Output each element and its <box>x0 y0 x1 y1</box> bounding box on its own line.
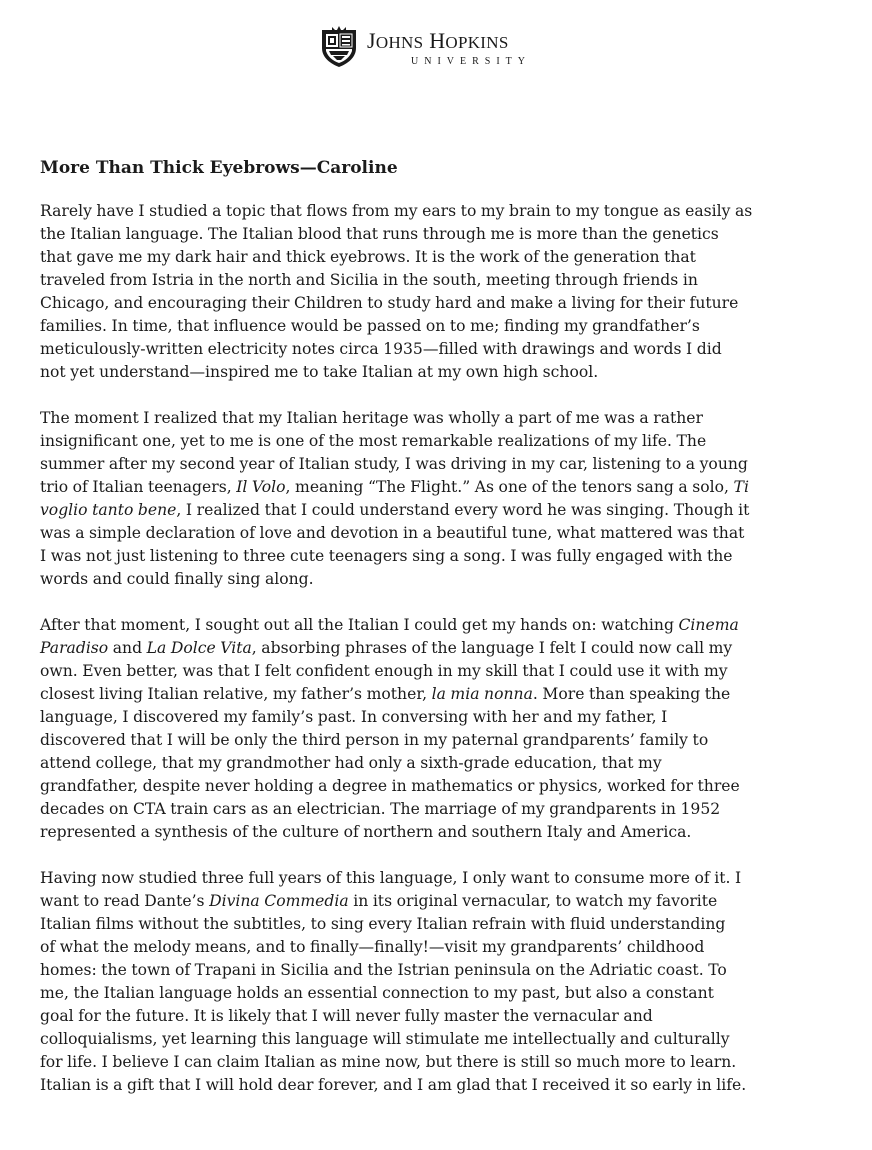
essay-paragraph-3 <box>40 614 840 844</box>
paragraph-line: not yet understand—inspired me to take Italian at my own high school. <box>40 363 599 381</box>
essay-paragraph-2 <box>40 407 840 591</box>
essay-paragraphs <box>40 200 840 1097</box>
paragraph-line: language, I discovered my family’s past. In conversing with her and my father, I <box>40 708 668 726</box>
paragraph-line: the Italian language. The Italian blood that runs through me is more than the genetics <box>40 225 719 243</box>
university-logo <box>319 26 559 70</box>
paragraph-line: traveled from Istria in the north and Sicilia in the south, meeting through friends in <box>40 271 698 289</box>
paragraph-line: Having now studied three full years of this language, I only want to consume more of it. I <box>40 869 742 887</box>
paragraph-line: After that moment, I sought out all the Italian I could get my hands on: watching Cinema <box>40 616 739 634</box>
paragraph-line: attend college, that my grandmother had only a sixth-grade education, that my <box>40 754 662 772</box>
paragraph-line: Italian films without the subtitles, to sing every Italian refrain with fluid understanding <box>40 915 726 933</box>
paragraph-line: summer after my second year of Italian study, I was driving in my car, listening to a young <box>40 455 748 473</box>
paragraph-line: The moment I realized that my Italian heritage was wholly a part of me was a rather <box>40 409 703 427</box>
logo-word-hopkins: OPKINS <box>445 33 509 52</box>
paragraph-line: insignificant one, yet to me is one of the most remarkable realizations of my life. The <box>40 432 707 450</box>
paragraph-line: want to read Dante’s Divina Commedia in its original vernacular, to watch my favorite <box>40 892 718 910</box>
paragraph-line: that gave me my dark hair and thick eyebrows. It is the work of the generation that <box>40 248 696 266</box>
paragraph-line: for life. I believe I can claim Italian as mine now, but there is still so much more to learn. <box>40 1053 737 1071</box>
logo-subtitle: UNIVERSITY <box>411 56 531 67</box>
essay-paragraph-4 <box>40 867 840 1097</box>
paragraph-line: words and could finally sing along. <box>40 570 314 588</box>
paragraph-line: Italian is a gift that I will hold dear forever, and I am glad that I received it so early in life. <box>40 1076 747 1094</box>
paragraph-line: voglio tanto bene, I realized that I could understand every word he was singing. Though it <box>40 501 750 519</box>
paragraph-line: was a simple declaration of love and devotion in a beautiful tune, what mattered was that <box>40 524 745 542</box>
logo-initial-j: J <box>367 28 376 53</box>
paragraph-line: I was not just listening to three cute teenagers sing a song. I was fully engaged with the <box>40 547 733 565</box>
paragraph-line: trio of Italian teenagers, Il Volo, meaning “The Flight.” As one of the tenors sang a solo, Ti <box>40 478 749 496</box>
logo-word-johns: OHNS <box>375 33 424 52</box>
paragraph-line: homes: the town of Trapani in Sicilia and the Istrian peninsula on the Adriatic coast. To <box>40 961 727 979</box>
paragraph-line: Chicago, and encouraging their Children to study hard and make a living for their future <box>40 294 739 312</box>
paragraph-line: Paradiso and La Dolce Vita, absorbing phrases of the language I felt I could now call my <box>40 639 733 657</box>
paragraph-line: grandfather, despite never holding a degree in mathematics or physics, worked for three <box>40 777 740 795</box>
logo-initial-h: H <box>429 28 446 53</box>
paragraph-line: discovered that I will be only the third person in my paternal grandparents’ family to <box>40 731 709 749</box>
paragraph-line: decades on CTA train cars as an electrician. The marriage of my grandparents in 1952 <box>40 800 721 818</box>
paragraph-line: closest living Italian relative, my father’s mother, la mia nonna. More than speaking the <box>40 685 731 703</box>
paragraph-line: of what the melody means, and to finally—finally!—visit my grandparents’ childhood <box>40 938 705 956</box>
paragraph-line: own. Even better, was that I felt confident enough in my skill that I could use it with my <box>40 662 728 680</box>
paragraph-line: colloquialisms, yet learning this language will stimulate me intellectually and culturally <box>40 1030 730 1048</box>
essay-body <box>40 156 840 1120</box>
paragraph-line: goal for the future. It is likely that I will never fully master the vernacular and <box>40 1007 653 1025</box>
jhu-shield-icon <box>319 26 359 68</box>
paragraph-line: me, the Italian language holds an essential connection to my past, but also a constant <box>40 984 714 1002</box>
logo-wordmark <box>367 28 509 54</box>
paragraph-line: represented a synthesis of the culture of northern and southern Italy and America. <box>40 823 692 841</box>
essay-title: More Than Thick Eyebrows—Caroline <box>40 158 398 178</box>
paragraph-line: meticulously-written electricity notes circa 1935—filled with drawings and words I did <box>40 340 722 358</box>
paragraph-line: families. In time, that influence would be passed on to me; finding my grandfather’s <box>40 317 700 335</box>
essay-paragraph-1 <box>40 200 840 384</box>
paragraph-line: Rarely have I studied a topic that flows from my ears to my brain to my tongue as easily as <box>40 202 753 220</box>
